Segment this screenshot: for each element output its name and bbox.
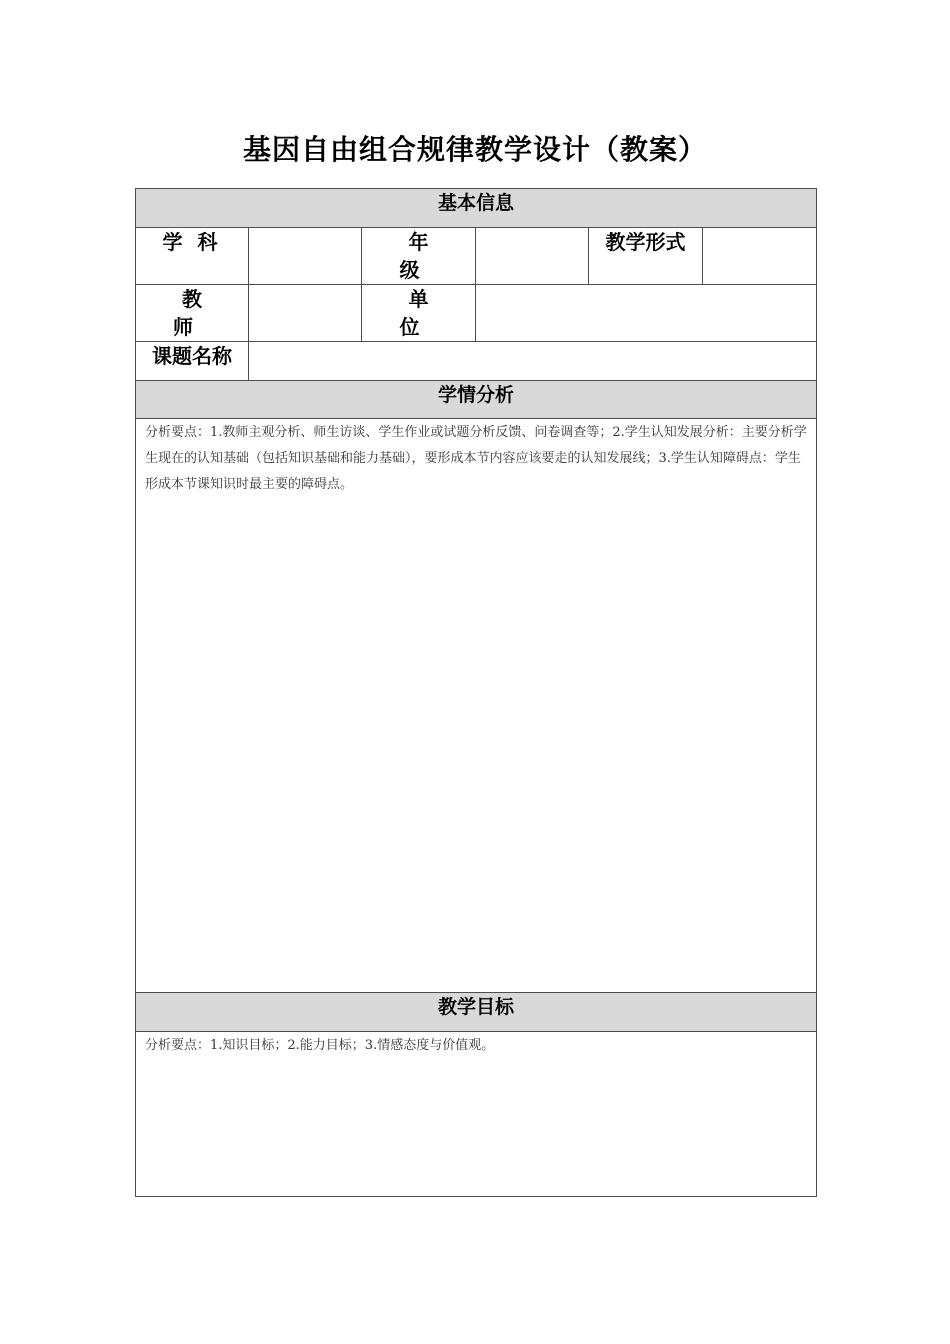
teacher-label: 教 师 [136, 285, 249, 342]
teacher-field[interactable] [249, 285, 362, 342]
topic-field[interactable] [249, 342, 817, 381]
unit-field[interactable] [476, 285, 817, 342]
subject-label: 学 科 [136, 228, 249, 285]
grade-label: 年 级 [362, 228, 476, 285]
subject-field[interactable] [249, 228, 362, 285]
teaching-objectives-header: 教学目标 [136, 993, 817, 1032]
lesson-plan-table [135, 188, 817, 1197]
teaching-form-label: 教学形式 [589, 228, 703, 285]
teaching-form-field[interactable] [703, 228, 817, 285]
student-analysis-header: 学情分析 [136, 381, 817, 419]
document-title: 基因自由组合规律教学设计（教案） [242, 133, 707, 166]
student-analysis-content[interactable]: 分析要点：1.教师主观分析、师生访谈、学生作业或试题分析反馈、问卷调查等；2.学生认知发展分析：主要分析学生现在的认知基础（包括知识基础和能力基础），要形成本节内容应该要走的认知发展线；3.学生认知障碍点：学生形成本节课知识时最主要的障碍点。 [136, 419, 817, 993]
teaching-objectives-content[interactable]: 分析要点：1.知识目标；2.能力目标；3.情感态度与价值观。 [136, 1032, 817, 1197]
grade-field[interactable] [476, 228, 589, 285]
unit-label: 单 位 [362, 285, 476, 342]
basic-info-header: 基本信息 [136, 189, 817, 228]
topic-label: 课题名称 [136, 342, 249, 381]
